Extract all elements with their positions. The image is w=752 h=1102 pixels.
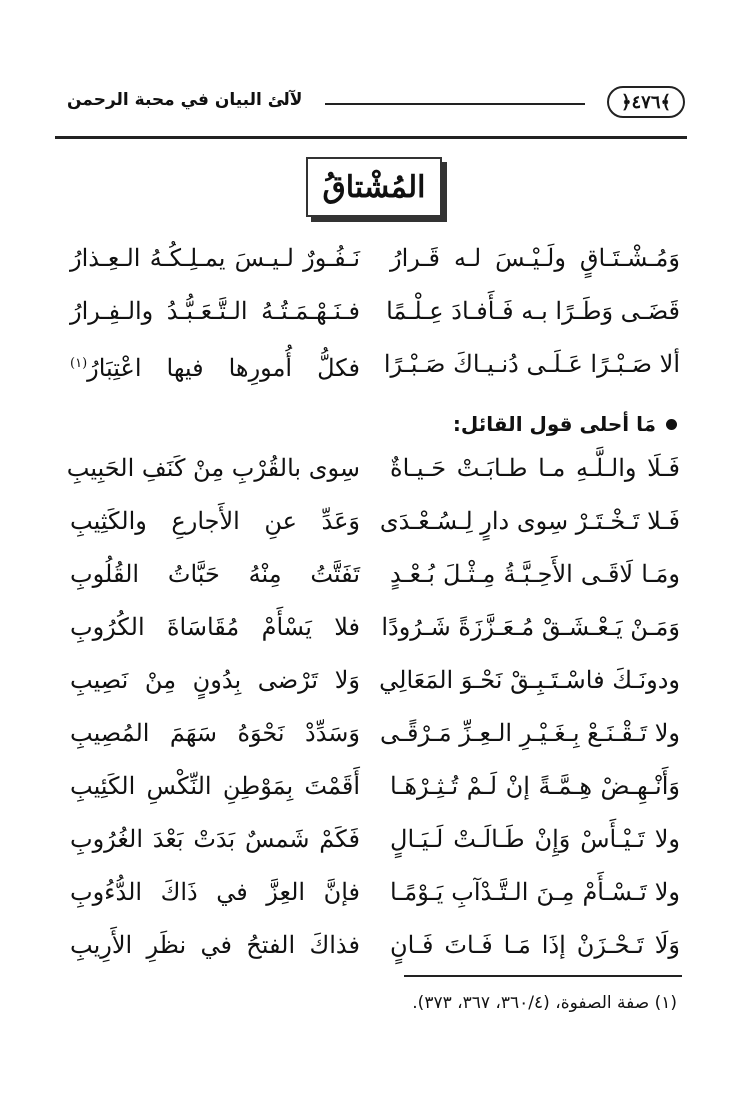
- verse-line: [70, 872, 680, 925]
- verse-line: [70, 713, 680, 766]
- verse-first-hemistich: وَمَـنْ يَـعْـشَـقْ مُـعَـزَّزَةً شَـرُودًا: [381, 613, 680, 641]
- header-rule: [325, 103, 585, 105]
- verse-second-hemistich: نَـفُـورٌ لـيـسَ يمـلِـكُـهُ الـعِـذارُ: [70, 244, 360, 272]
- bullet-icon: [666, 419, 677, 430]
- verse-second-hemistich: فَكَمْ شَمسٌ بَدَتْ بَعْدَ الغُرُوبِ: [70, 825, 360, 853]
- verse-second-hemistich: سِوى بالقُرْبِ مِنْ كَنَفِ الحَبِيبِ: [66, 454, 360, 482]
- verse-line: [70, 660, 680, 713]
- poem-first: [70, 238, 680, 397]
- verse-first-hemistich: وَمُـشْـتَـاقٍ ولَـيْـسَ لـه قَـرارُ: [390, 244, 680, 272]
- verse-line: [70, 344, 680, 397]
- page-number: ﴿٤٧٦﴾: [607, 86, 685, 118]
- verse-first-hemistich: ولا تَـقْـنَـعْ بِـغَـيْـرِ الـعِـزِّ مَـرْقًـى: [379, 719, 680, 747]
- verse-first-hemistich: ولا تَـسْـأَمْ مِـنَ الـتَّـدْآبِ يَـوْمًـا: [390, 878, 680, 906]
- running-header: [55, 84, 685, 124]
- footnote-marker: (١): [70, 356, 88, 371]
- poem-second: [66, 448, 680, 978]
- verse-line: [70, 607, 680, 660]
- verse-line: [70, 925, 680, 978]
- verse-line: [70, 766, 680, 819]
- verse-line: [70, 291, 680, 344]
- intro-text: مَا أحلى قول القائل:: [452, 412, 656, 436]
- footnote-divider: [404, 975, 682, 977]
- verse-second-hemistich: [70, 344, 360, 388]
- verse-first-hemistich: ألا صَـبْـرًا عَـلَـى دُنـيـاكَ صَـبْـرًا: [383, 350, 680, 378]
- verse-second-hemistich: فإنَّ العِزَّ في ذَاكَ الدُّءُوبِ: [70, 878, 360, 906]
- verse-first-hemistich: ودونَـكَ فاسْـتَـبِـقْ نَحْـوَ المَعَالِي: [379, 666, 680, 694]
- verse-first-hemistich: ولا تَـيْـأَسْ وَإِنْ طَـالَـتْ لَـيَـالٍ: [390, 825, 680, 853]
- verse-line: [66, 448, 680, 501]
- verse-second-hemistich: فلا يَسْأَمْ مُقَاسَاةَ الكُرُوبِ: [70, 613, 360, 641]
- verse-line: [70, 819, 680, 872]
- book-title: لآلئ البيان في محبة الرحمن: [67, 90, 303, 110]
- verse-first-hemistich: وَلَا تَـحْـزَنْ إذَا مَـا فَـاتَ فَـانٍ: [390, 931, 680, 959]
- verse-second-hemistich: أَقَمْتَ بِمَوْطِنِ النِّكْسِ الكَئِيبِ: [70, 772, 360, 800]
- verse-line: [70, 554, 680, 607]
- verse-first-hemistich: وَأَنْـهِـضْ هِـمَّـةً إنْ لَـمْ تُـثِـرْهَـا: [390, 772, 680, 800]
- verse-second-hemistich: وَسَدِّدْ نَحْوَهُ سَهَمَ المُصِيبِ: [70, 719, 360, 747]
- verse-first-hemistich: فَـلَا والـلَّـهِ مـا طـابَـتْ حَـيـاةٌ: [390, 454, 680, 482]
- intro-line: [453, 412, 677, 436]
- header-divider: [55, 136, 687, 139]
- section-title: المُشْتاقُ: [306, 157, 442, 217]
- verse-second-hemistich: فـنَـهْـمَـتُـهُ الـتَّـعَـبُّـدُ والـفِـرارُ: [70, 297, 360, 325]
- verse-second-hemistich: فذاكَ الفتحُ في نظَرِ الأَرِيبِ: [70, 931, 360, 959]
- verse-second-hemistich: تَفَتَّتُ مِنْهُ حَبَّاتُ القُلُوبِ: [70, 560, 360, 588]
- verse-first-hemistich: قَضَـى وَطَـرًا بـه فَـأَفـادَ عِـلْـمًا: [386, 297, 680, 325]
- verse-second-hemistich: وَعَدِّ عنِ الأَجارعِ والكَثِيبِ: [70, 507, 360, 535]
- footnote: (١) صفة الصفوة، (٣٦٠/٤، ٣٦٧، ٣٧٣).: [412, 993, 677, 1013]
- verse-line: [70, 501, 680, 554]
- verse-text: فكلُّ أُمورِها فيها اعْتِبَارُ: [87, 354, 360, 382]
- verse-second-hemistich: وَلا تَرْضى بِدُونٍ مِنْ نَصِيبِ: [70, 666, 360, 694]
- verse-first-hemistich: ومَـا لَاقَـى الأَحِـبَّـةُ مِـثْـلَ بُـعْـدٍ: [390, 560, 680, 588]
- verse-first-hemistich: فَـلا تَـخْـتَـرْ سِوى دارٍ لِـسُـعْـدَى: [379, 507, 680, 535]
- verse-line: [70, 238, 680, 291]
